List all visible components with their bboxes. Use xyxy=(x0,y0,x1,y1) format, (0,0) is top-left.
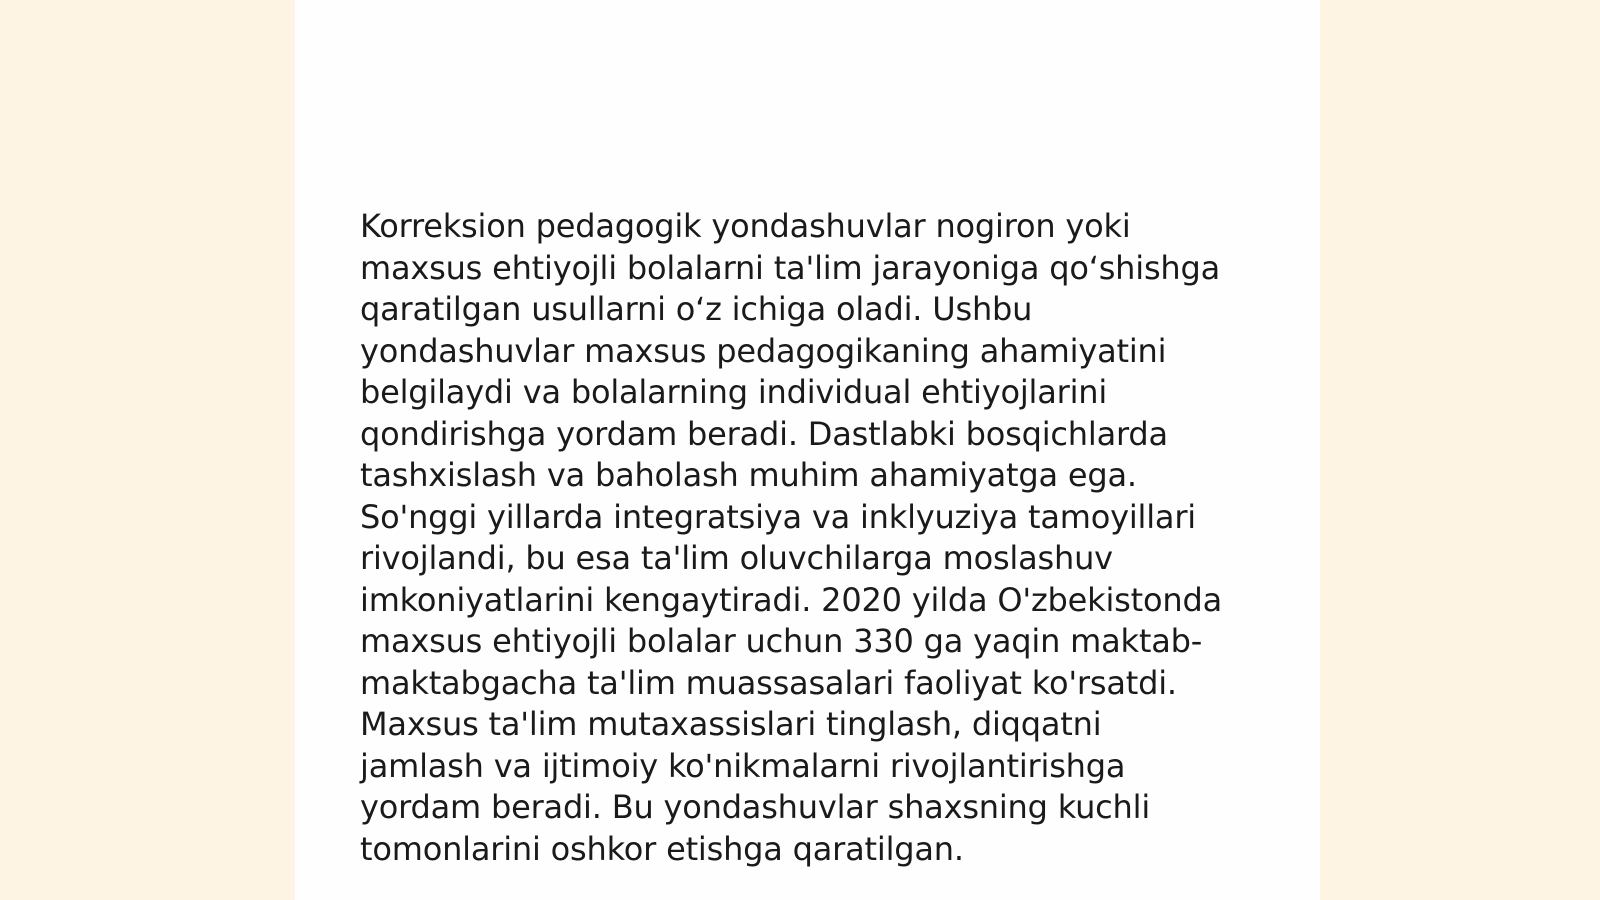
paragraph-line: So'nggi yillarda integratsiya va inklyuziya tamoyillari xyxy=(360,497,1196,536)
paragraph-line: yordam beradi. Bu yondashuvlar shaxsning kuchli xyxy=(360,788,1151,826)
body-paragraph xyxy=(360,206,1260,870)
paragraph-line: rivojlandi, bu esa ta'lim oluvchilarga moslashuv xyxy=(360,539,1113,577)
paragraph-line: Korreksion pedagogik yondashuvlar nogiron yoki xyxy=(360,207,1131,245)
document-page xyxy=(295,0,1320,900)
paragraph-line: tomonlarini oshkor etishga qaratilgan. xyxy=(360,829,964,868)
paragraph-line: tashxislash va baholash muhim ahamiyatga ega. xyxy=(360,456,1137,494)
paragraph-line: belgilaydi va bolalarning individual ehtiyojlarini xyxy=(360,373,1108,411)
paragraph-line: imkoniyatlarini kengaytiradi. 2020 yilda O'zbekistonda xyxy=(360,580,1222,619)
paragraph-line: maxsus ehtiyojli bolalar uchun 330 ga yaqin maktab- xyxy=(360,622,1203,660)
paragraph-line: Maxsus ta'lim mutaxassislari tinglash, diqqatni xyxy=(360,705,1102,743)
paragraph-line: maktabgacha ta'lim muassasalari faoliyat ko'rsatdi. xyxy=(360,663,1177,702)
paragraph-line: qaratilgan usullarni o‘z ichiga oladi. Ushbu xyxy=(360,290,1033,328)
paragraph-line: qondirishga yordam beradi. Dastlabki bosqichlarda xyxy=(360,414,1168,453)
paragraph-line: yondashuvlar maxsus pedagogikaning ahamiyatini xyxy=(360,331,1167,370)
paragraph-line: jamlash va ijtimoiy ko'nikmalarni rivojlantirishga xyxy=(360,746,1126,785)
paragraph-line: maxsus ehtiyojli bolalarni ta'lim jarayoniga qo‘shishga xyxy=(360,248,1221,287)
